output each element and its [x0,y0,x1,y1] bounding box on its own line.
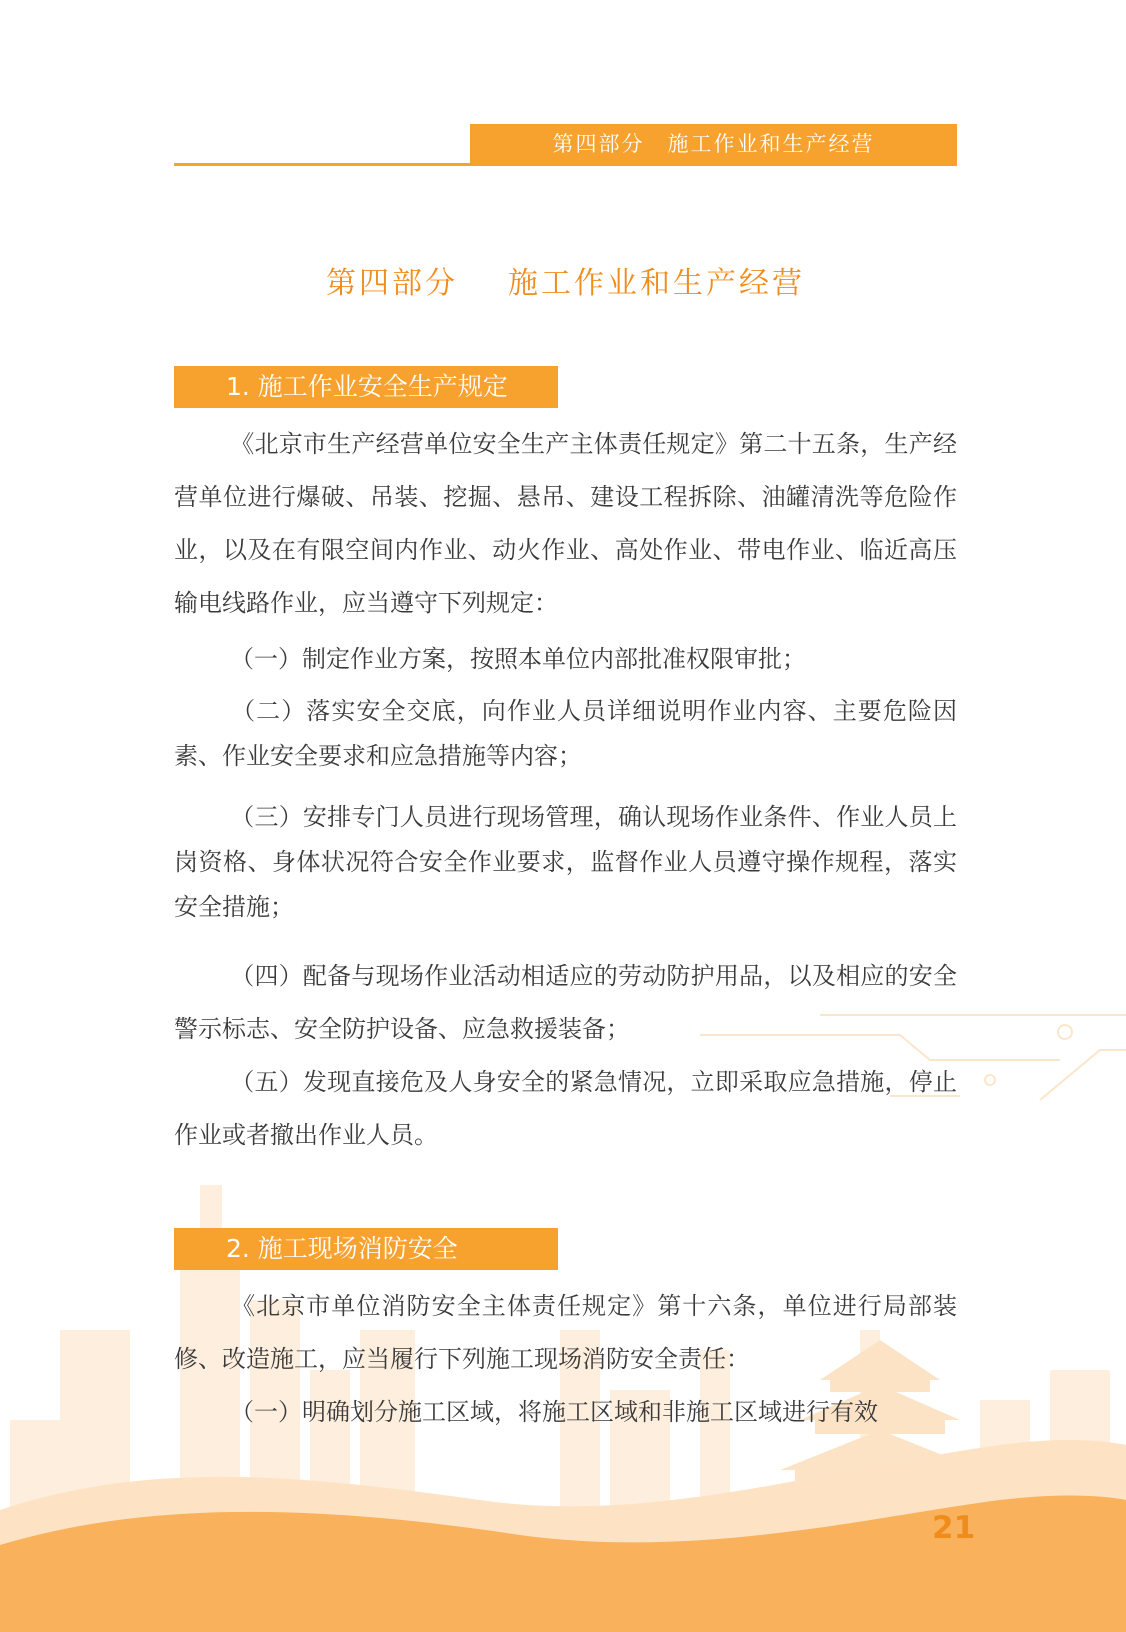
paragraph: 《北京市单位消防安全主体责任规定》第十六条，单位进行局部装修、改造施工，应当履行下列施工现场消防安全责任： [174,1292,957,1373]
paragraph: 《北京市生产经营单位安全生产主体责任规定》第二十五条，生产经营单位进行爆破、吊装、挖掘、悬吊、建设工程拆除、油罐清洗等危险作业，以及在有限空间内作业、动火作业、高处作业、带电作业、临近高压输电线路作业，应当遵守下列规定： [174,430,957,617]
section-heading-2: 2. 施工现场消防安全 [174,1228,558,1270]
running-header: 第四部分 施工作业和生产经营 [470,124,957,164]
paragraph: （三）安排专门人员进行现场管理，确认现场作业条件、作业人员上岗资格、身体状况符合安全作业要求，监督作业人员遵守操作规程，落实安全措施； [174,803,957,921]
section-heading-1: 1. 施工作业安全生产规定 [174,366,558,408]
part-label: 第四部分 [326,266,458,301]
part-title-text: 施工作业和生产经营 [508,266,805,301]
paragraph: （五）发现直接危及人身安全的紧急情况，立即采取应急措施，停止作业或者撤出作业人员。 [174,1068,957,1149]
header-divider [174,163,957,166]
paragraph: （四）配备与现场作业活动相适应的劳动防护用品，以及相应的安全警示标志、安全防护设备、应急救援装备； [174,962,957,1043]
paragraph: （一）明确划分施工区域，将施工区域和非施工区域进行有效 [230,1398,878,1426]
part-title [174,258,957,302]
paragraph: （一）制定作业方案，按照本单位内部批准权限审批； [230,645,806,673]
paragraph: （二）落实安全交底，向作业人员详细说明作业内容、主要危险因素、作业安全要求和应急措施等内容； [174,697,957,770]
page-number: 21 [932,1510,976,1546]
